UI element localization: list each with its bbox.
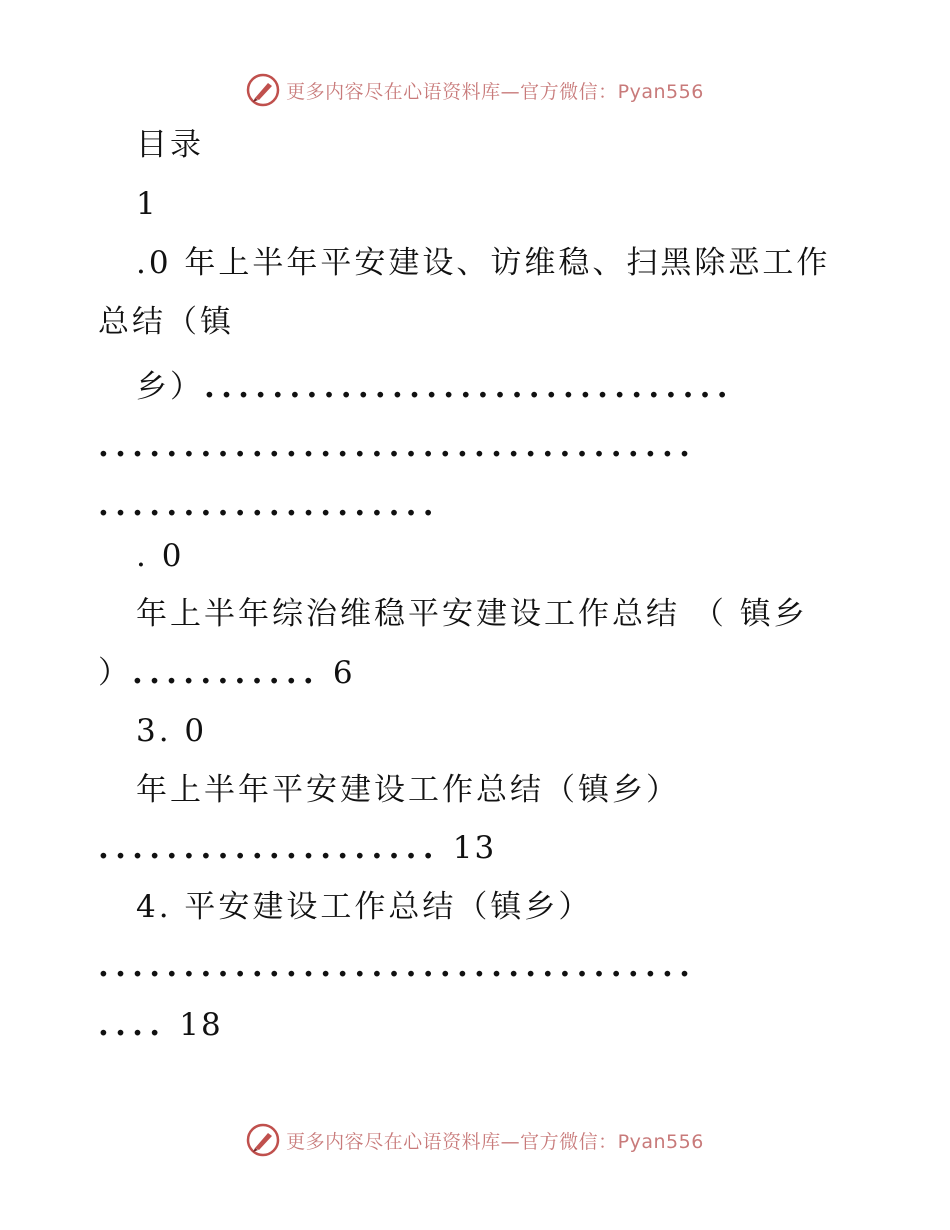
pen-logo-icon <box>246 1123 280 1157</box>
toc-item3-line2 <box>0 828 950 868</box>
toc-item3-leader-dots: .................... <box>98 830 440 866</box>
toc-item3-page-number: 13 <box>452 830 497 866</box>
toc-item4-page-number: 18 <box>179 1007 223 1043</box>
toc-title: 目录 <box>136 127 204 163</box>
footer-watermark <box>0 1120 950 1160</box>
pen-logo-icon <box>246 73 280 107</box>
toc-item4-title: 4. 平安建设工作总结（镇乡） <box>136 889 593 925</box>
toc-item1-number: 1 <box>136 186 159 222</box>
toc-item2-number: . 0 <box>136 538 185 574</box>
toc-item1-leader-dots-3: .................... <box>98 487 440 523</box>
toc-item4-leader-dots-2: .... <box>98 1007 167 1043</box>
toc-item3-number: 3. 0 <box>136 713 208 749</box>
header-watermark-text: 更多内容尽在心语资料库—官方微信：Pyan556 <box>286 80 704 103</box>
header-watermark <box>0 70 950 110</box>
toc-item2-title-end: ） <box>98 655 132 691</box>
toc-item1-title-line3 <box>0 367 950 407</box>
toc-item1-title-end: 乡） <box>136 369 204 405</box>
toc-item2-leader-dots: ........... <box>132 655 321 691</box>
toc-item4-line3 <box>0 1005 950 1045</box>
toc-item2-line2 <box>0 653 950 693</box>
toc-item4-leader-dots: ................................... <box>98 948 697 984</box>
toc-item3-title: 年上半年平安建设工作总结（镇乡） <box>136 772 680 808</box>
footer-watermark-text: 更多内容尽在心语资料库—官方微信：Pyan556 <box>286 1130 704 1153</box>
toc-item2-title: 年上半年综治维稳平安建设工作总结 （ 镇乡 <box>136 596 808 632</box>
toc-item1-title-line1: .0 年上半年平安建设、访维稳、扫黑除恶工作 <box>136 245 831 281</box>
toc-item2-page-number: 6 <box>332 655 355 691</box>
toc-item1-leader-dots-2: ................................... <box>98 428 697 464</box>
toc-item1-leader-dots: ............................... <box>204 369 734 405</box>
toc-item1-title-line2: 总结（镇 <box>98 304 234 340</box>
